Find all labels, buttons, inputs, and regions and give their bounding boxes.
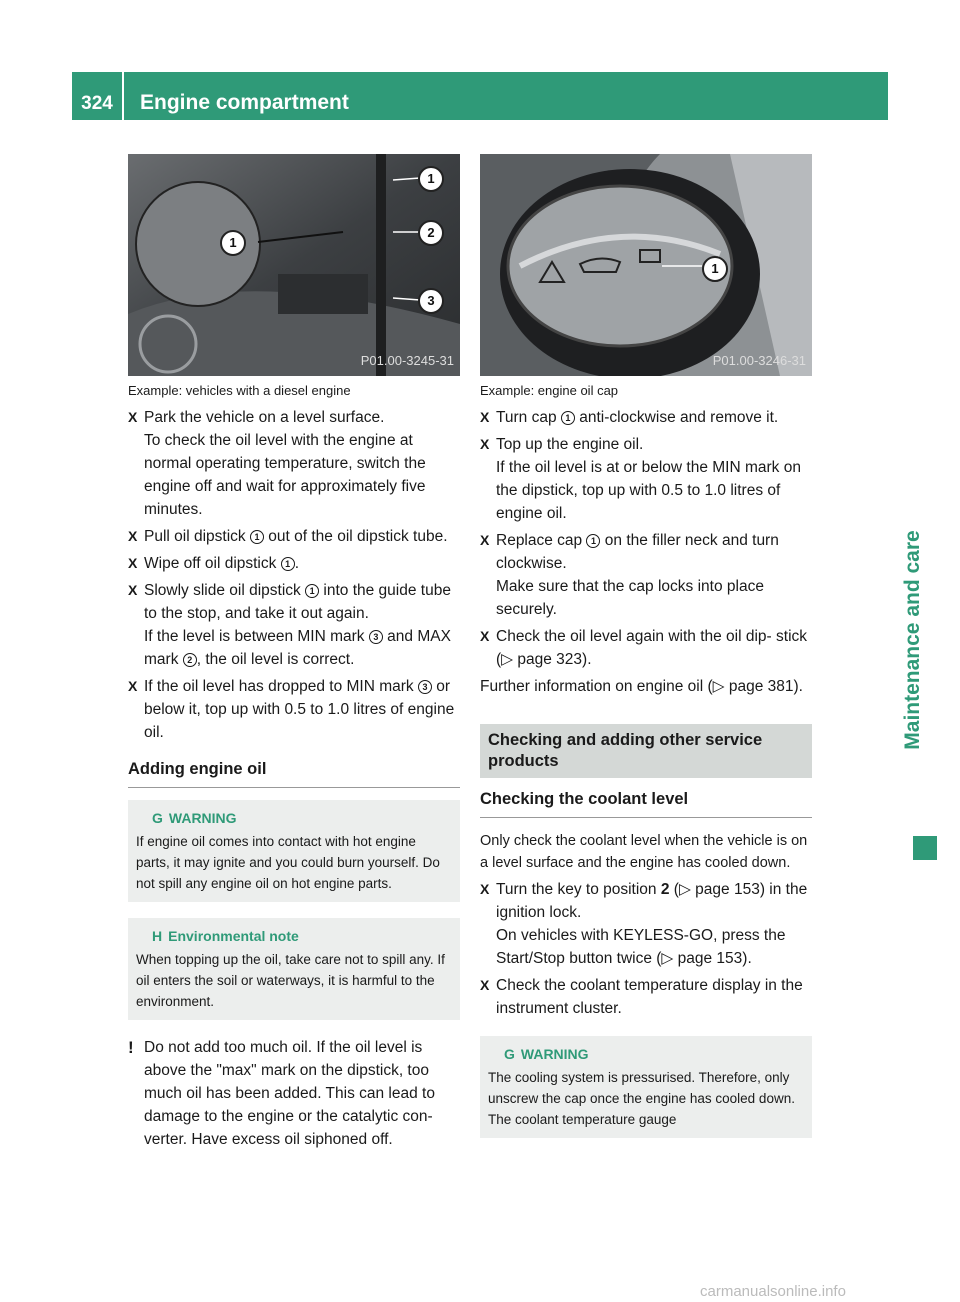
callout-3: 3	[418, 288, 444, 314]
step: X Check the coolant temperature display in the instrument cluster.	[480, 974, 812, 1020]
callout-1: 1	[702, 256, 728, 282]
warning-box: G WARNING The cooling system is pressurised. Therefore, only unscrew the cap once the engine has cooled down. The coolant temperature gauge	[480, 1036, 812, 1138]
warning-icon: G	[504, 1046, 515, 1062]
step-arrow-icon: X	[128, 528, 138, 544]
step-arrow-icon: X	[480, 977, 490, 993]
step: X Turn cap 1 anti-clockwise and remove it.	[480, 406, 812, 429]
leaf-icon: H	[152, 928, 163, 944]
step-arrow-icon: X	[128, 678, 138, 694]
right-column	[480, 154, 812, 1154]
intro-paragraph: Only check the coolant level when the vehicle is on a level surface and the engine has cooled down.	[480, 833, 808, 871]
chapter-marker	[913, 836, 937, 860]
step-arrow-icon: X	[128, 409, 138, 425]
step: X Check the oil level again with the oil dip- stick (▷ page 323).	[480, 625, 812, 671]
step-arrow-icon: X	[128, 582, 138, 598]
step: X Park the vehicle on a level surface. To check the oil level with the engine at normal operating temperature, switch the engine off and wait for approximately five minutes.	[128, 406, 460, 521]
step: X Turn the key to position 2 (▷ page 153) in the ignition lock. On vehicles with KEYLESS-GO, press the Start/Stop button twice (▷ page 153).	[480, 878, 812, 970]
oil-cap-photo	[480, 154, 812, 376]
side-chapter-label: Maintenance and care	[901, 530, 924, 750]
step-arrow-icon: X	[480, 628, 490, 644]
step-arrow-icon: X	[480, 532, 490, 548]
warning-box: G WARNING If engine oil comes into contact with hot engine parts, it may ignite and you could burn yourself. Do not spill any engine oil on hot engine parts.	[128, 800, 460, 902]
photo-caption: Example: engine oil cap	[480, 383, 619, 398]
step: X Slowly slide oil dipstick 1 into the guide tube to the stop, and take it out again. If the level is between MIN mark 3 and MAX mark 2 , the oil level is correct.	[128, 579, 460, 671]
step-arrow-icon: X	[480, 881, 490, 897]
footer-watermark: carmanualsonline.info	[700, 1283, 846, 1300]
exclamation-icon: !	[128, 1038, 134, 1057]
page-number: 324	[72, 72, 124, 120]
step: X Pull oil dipstick 1 out of the oil dipstick tube.	[128, 525, 460, 548]
step: X If the oil level has dropped to MIN mark 3 or below it, top up with 0.5 to 1.0 litres of engine oil.	[128, 675, 460, 744]
further-info: Further information on engine oil (▷ page 381).	[480, 678, 803, 695]
photo-reference: P01.00-3245-31	[360, 353, 454, 368]
engine-bay-photo	[128, 154, 460, 376]
box-heading: Checking and adding other service products	[480, 724, 812, 778]
step-arrow-icon: X	[480, 436, 490, 452]
environment-note-box: H Environmental note When topping up the oil, take care not to spill any. If oil enters the soil or waterways, it is harmful to the environment.	[128, 918, 460, 1020]
section-heading: Adding engine oil	[128, 758, 460, 788]
warning-icon: G	[152, 810, 163, 826]
callout-1-inset: 1	[220, 230, 246, 256]
step-arrow-icon: X	[128, 555, 138, 571]
step-arrow-icon: X	[480, 409, 490, 425]
section-title: Engine compartment	[140, 91, 349, 114]
photo-caption: Example: vehicles with a diesel engine	[128, 383, 351, 398]
callout-1: 1	[418, 166, 444, 192]
damage-notice: ! Do not add too much oil. If the oil level is above the "max" mark on the dipstick, too much oil has been added. This can lead to damage to the engine or the catalytic con- verter. Have excess oil siphoned off.	[128, 1038, 435, 1148]
step: X Wipe off oil dipstick 1 .	[128, 552, 460, 575]
callout-2: 2	[418, 220, 444, 246]
step: X Top up the engine oil. If the oil level is at or below the MIN mark on the dipstick, top up with 0.5 to 1.0 litres of engine oil.	[480, 433, 812, 525]
section-heading: Checking the coolant level	[480, 788, 812, 818]
step: X Replace cap 1 on the filler neck and turn clockwise. Make sure that the cap locks into place securely.	[480, 529, 812, 621]
left-column	[128, 154, 460, 1151]
photo-reference: P01.00-3246-31	[712, 353, 806, 368]
